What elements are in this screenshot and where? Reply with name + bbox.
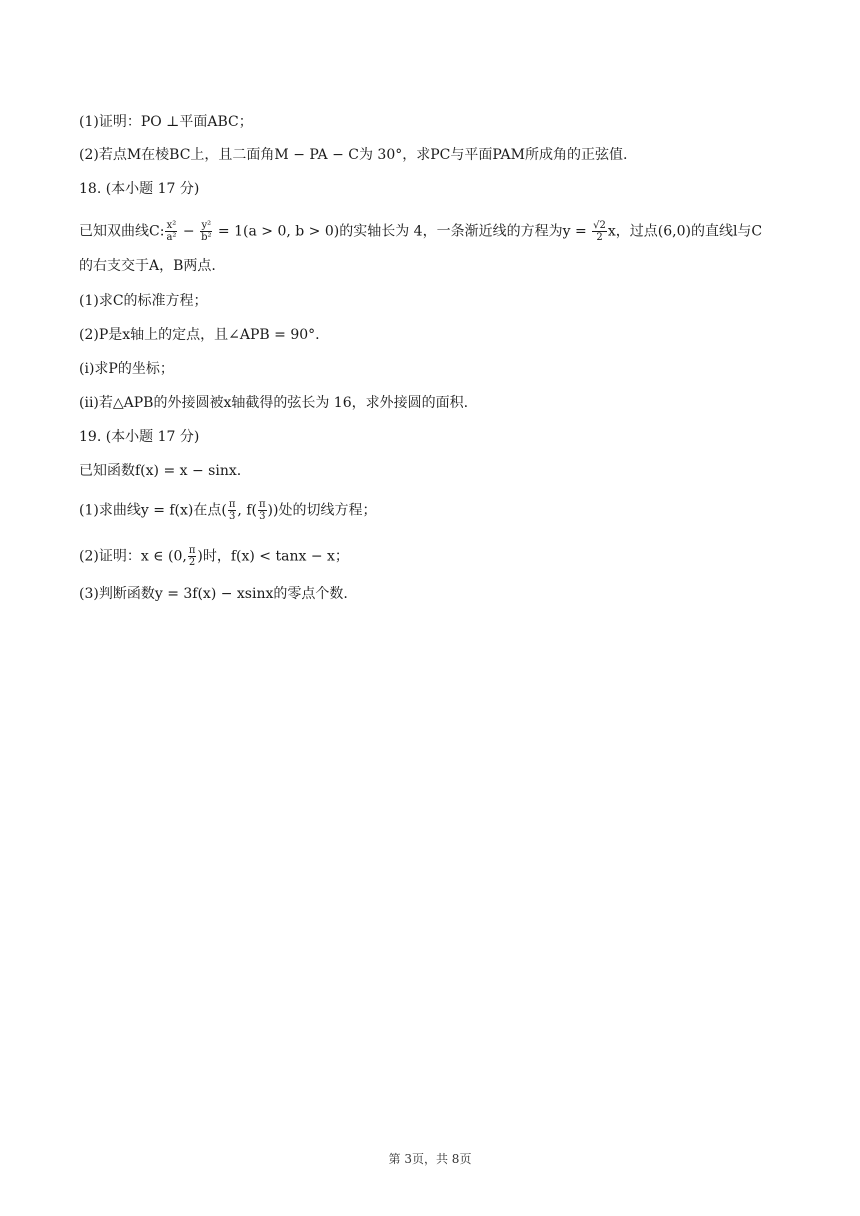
q18-mid: = 1(a > 0, b > 0)的实轴长为 4，一条渐近线的方程为y = bbox=[213, 223, 592, 240]
fraction-denominator: 3 bbox=[228, 511, 236, 522]
q18-part2: (2)P是x轴上的定点，且∠APB = 90°. bbox=[79, 327, 320, 343]
q17-part2: (2)若点M在棱BC上，且二面角M − PA − C为 30°，求PC与平面PAM所成角的正弦值. bbox=[79, 147, 628, 163]
fraction-denominator: 2 bbox=[596, 232, 603, 243]
fraction-numerator: √2 bbox=[593, 220, 606, 231]
q19-part1-suffix: ))处的切线方程； bbox=[267, 502, 377, 519]
q19-part3: (3)判断函数y = 3f(x) − xsinx的零点个数. bbox=[79, 586, 348, 602]
fraction-pi-3 bbox=[258, 499, 267, 522]
q18-part2-i: (i)求P的坐标； bbox=[79, 361, 174, 377]
fraction-numerator: π bbox=[258, 499, 266, 510]
q18-minus: − bbox=[178, 223, 200, 240]
q19-part2-prefix: (2)证明：x ∈ (0, bbox=[79, 548, 187, 565]
q18-part2-ii: (ii)若△APB的外接圆被x轴截得的弦长为 16，求外接圆的面积. bbox=[79, 395, 469, 411]
fraction-numerator: x² bbox=[166, 220, 177, 231]
q19-part1-prefix: (1)求曲线y = f(x)在点( bbox=[79, 502, 227, 519]
q18-statement-line1 bbox=[79, 220, 762, 243]
q19-part2-suffix: )时，f(x) < tanx − x； bbox=[197, 548, 349, 565]
q19-heading: 19. (本小题 17 分) bbox=[79, 429, 200, 445]
q18-heading: 18. (本小题 17 分) bbox=[79, 181, 200, 197]
fraction-numerator: π bbox=[188, 545, 196, 556]
fraction-pi-3 bbox=[228, 499, 237, 522]
q18-statement-line2: 的右支交于A，B两点. bbox=[79, 258, 216, 274]
fraction-pi-2 bbox=[188, 545, 197, 568]
fraction-numerator: y² bbox=[201, 220, 212, 231]
fraction-numerator: π bbox=[228, 499, 236, 510]
q19-statement: 已知函数f(x) = x − sinx. bbox=[79, 463, 242, 479]
q19-part1-mid: , f( bbox=[237, 502, 257, 519]
fraction-denominator: 3 bbox=[259, 511, 266, 522]
fraction-x2-a2 bbox=[165, 220, 177, 243]
fraction-denominator: a² bbox=[166, 232, 177, 243]
fraction-y2-b2 bbox=[200, 220, 212, 243]
page-footer: 第 3页，共 8页 bbox=[388, 1152, 472, 1166]
fraction-denominator: b² bbox=[201, 232, 212, 243]
q18-part1: (1)求C的标准方程； bbox=[79, 293, 208, 309]
q18-suffix: x，过点(6,0)的直线l与C bbox=[607, 223, 763, 240]
q18-prefix: 已知双曲线C: bbox=[79, 223, 165, 240]
q19-part2 bbox=[79, 545, 349, 568]
q17-part1: (1)证明：PO ⊥平面ABC； bbox=[79, 114, 253, 130]
fraction-denominator: 2 bbox=[188, 557, 196, 568]
fraction-sqrt2-2 bbox=[592, 220, 607, 243]
q19-part1 bbox=[79, 499, 376, 522]
